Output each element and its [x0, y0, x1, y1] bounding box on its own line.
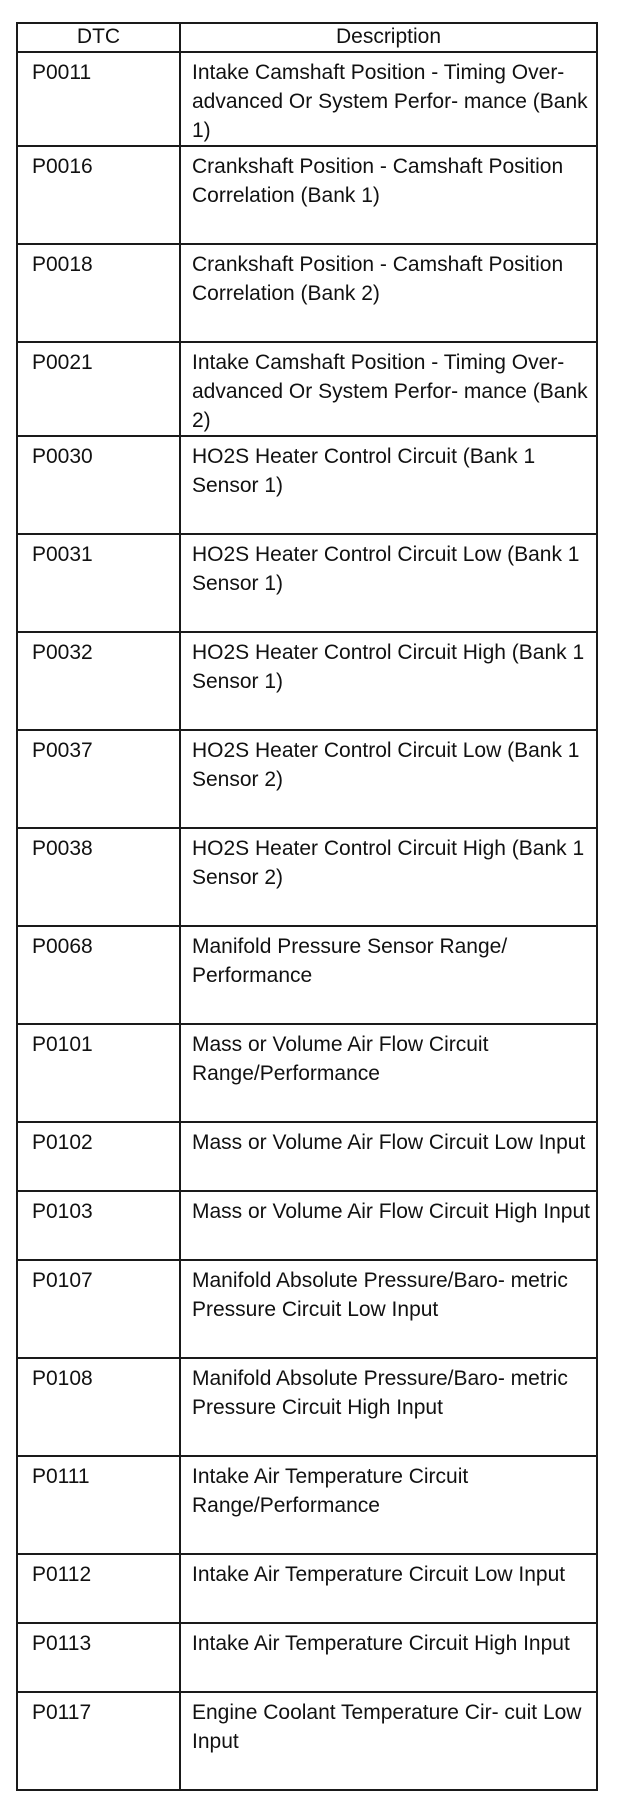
dtc-description: Crankshaft Position - Camshaft Position Correlation (Bank 1): [180, 146, 597, 244]
table-row: [17, 1692, 597, 1790]
dtc-description: Manifold Absolute Pressure/Baro- metric Pressure Circuit Low Input: [180, 1260, 597, 1358]
dtc-description: HO2S Heater Control Circuit High (Bank 1 Sensor 1): [180, 632, 597, 730]
dtc-code: P0113: [17, 1623, 180, 1692]
dtc-code: P0111: [17, 1456, 180, 1554]
header-dtc: DTC: [17, 23, 180, 52]
dtc-code: P0031: [17, 534, 180, 632]
dtc-code: P0030: [17, 436, 180, 534]
dtc-code: P0038: [17, 828, 180, 926]
dtc-code: P0112: [17, 1554, 180, 1623]
table-row: [17, 342, 597, 436]
dtc-code: P0108: [17, 1358, 180, 1456]
table-row: [17, 244, 597, 342]
dtc-description: Mass or Volume Air Flow Circuit Range/Performance: [180, 1024, 597, 1122]
dtc-code: P0102: [17, 1122, 180, 1191]
header-description: Description: [180, 23, 597, 52]
dtc-description: Mass or Volume Air Flow Circuit Low Input: [180, 1122, 597, 1191]
dtc-description: HO2S Heater Control Circuit Low (Bank 1 Sensor 1): [180, 534, 597, 632]
table-row: [17, 1122, 597, 1191]
table-row: [17, 534, 597, 632]
table-row: [17, 632, 597, 730]
dtc-code: P0037: [17, 730, 180, 828]
dtc-description: HO2S Heater Control Circuit (Bank 1 Sensor 1): [180, 436, 597, 534]
dtc-description: HO2S Heater Control Circuit High (Bank 1 Sensor 2): [180, 828, 597, 926]
table-row: [17, 1260, 597, 1358]
dtc-code: P0117: [17, 1692, 180, 1790]
dtc-description: Intake Air Temperature Circuit Low Input: [180, 1554, 597, 1623]
dtc-code: P0107: [17, 1260, 180, 1358]
dtc-description: Intake Camshaft Position - Timing Over-advanced Or System Perfor- mance (Bank 2): [180, 342, 597, 436]
dtc-description: Manifold Absolute Pressure/Baro- metric Pressure Circuit High Input: [180, 1358, 597, 1456]
dtc-description: HO2S Heater Control Circuit Low (Bank 1 Sensor 2): [180, 730, 597, 828]
dtc-code: P0016: [17, 146, 180, 244]
dtc-description: Intake Air Temperature Circuit Range/Performance: [180, 1456, 597, 1554]
table-row: [17, 52, 597, 146]
table-row: [17, 436, 597, 534]
table-row: [17, 1358, 597, 1456]
table-row: [17, 1191, 597, 1260]
header-row: [17, 23, 597, 52]
table-row: [17, 1456, 597, 1554]
table-row: [17, 730, 597, 828]
table-row: [17, 146, 597, 244]
table-row: [17, 926, 597, 1024]
table-row: [17, 828, 597, 926]
dtc-code: P0021: [17, 342, 180, 436]
dtc-table: [16, 22, 598, 1791]
dtc-description: Manifold Pressure Sensor Range/ Performance: [180, 926, 597, 1024]
dtc-code: P0101: [17, 1024, 180, 1122]
dtc-code: P0103: [17, 1191, 180, 1260]
dtc-code: P0018: [17, 244, 180, 342]
dtc-description: Crankshaft Position - Camshaft Position Correlation (Bank 2): [180, 244, 597, 342]
dtc-description: Engine Coolant Temperature Cir- cuit Low Input: [180, 1692, 597, 1790]
dtc-code: P0011: [17, 52, 180, 146]
dtc-code: P0032: [17, 632, 180, 730]
dtc-code: P0068: [17, 926, 180, 1024]
table-row: [17, 1024, 597, 1122]
dtc-description: Intake Air Temperature Circuit High Input: [180, 1623, 597, 1692]
table-row: [17, 1554, 597, 1623]
dtc-description: Intake Camshaft Position - Timing Over-advanced Or System Perfor- mance (Bank 1): [180, 52, 597, 146]
dtc-description: Mass or Volume Air Flow Circuit High Input: [180, 1191, 597, 1260]
table-row: [17, 1623, 597, 1692]
